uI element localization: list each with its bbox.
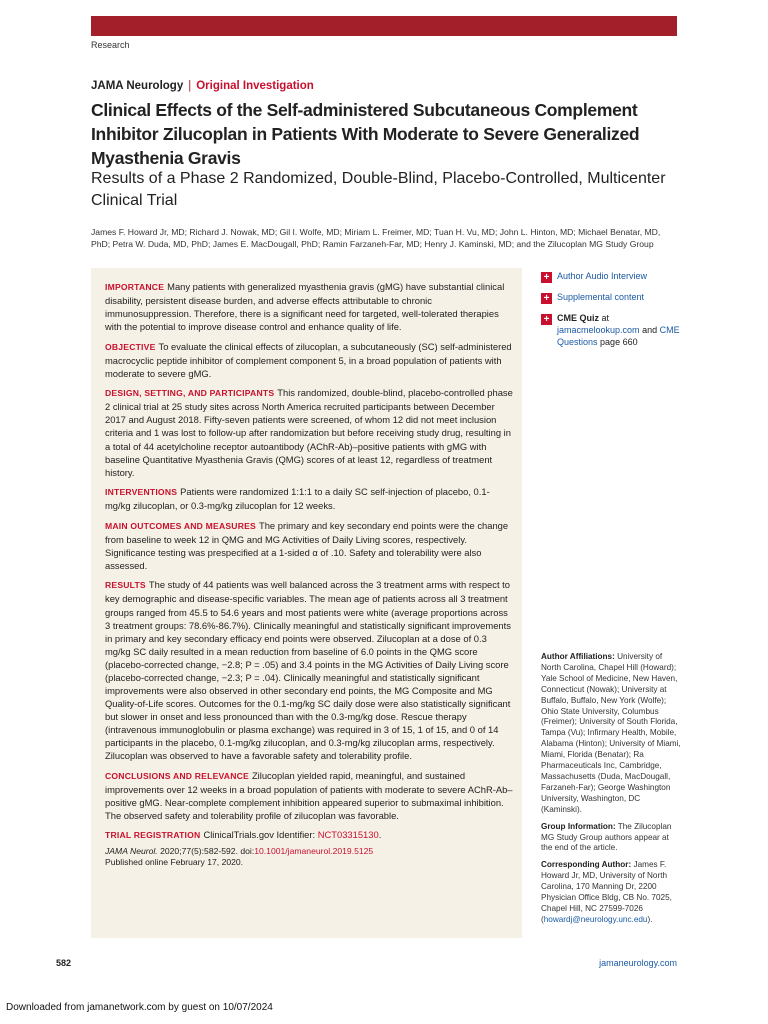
download-notice: Downloaded from jamanetwork.com by guest on 10/07/2024	[6, 1002, 273, 1013]
section-label-outcomes: MAIN OUTCOMES AND MEASURES	[105, 520, 256, 531]
plus-icon: +	[541, 293, 552, 304]
email-link[interactable]: howardj@neurology.unc.edu	[543, 914, 648, 924]
author-list: James F. Howard Jr, MD; Richard J. Nowak, MD; Gil I. Wolfe, MD; Miriam L. Freimer, MD; Tuan H. Vu, MD; John L. Hinton, MD; Michael Benatar, MD, PhD; Petra W. Duda, MD, PhD; James E. MacDougall, PhD; Ramin Farzaneh-Far, MD; Henry J. Kaminski, MD; and the Zilucoplan MG Study Group	[91, 227, 661, 249]
trial-id-link[interactable]: NCT03315130	[317, 829, 379, 841]
cme-questions-link[interactable]: CME Questions	[557, 325, 680, 347]
section-label-objective: OBJECTIVE	[105, 341, 156, 352]
journal-line	[91, 80, 314, 92]
section-label: Research	[91, 40, 130, 50]
top-banner	[91, 16, 677, 36]
section-label-results: RESULTS	[105, 580, 146, 591]
abstract-box	[91, 268, 522, 938]
article-type: Original Investigation	[196, 80, 314, 92]
affiliations	[541, 652, 681, 932]
author-affiliations: Author Affiliations: University of North Carolina, Chapel Hill (Howard); Yale School of Medicine, New Haven, Connecticut (Nowak); University at Buffalo, Buffalo, New York (Wolfe); Ohio State University, Columbus (Freimer); University of South Florida, Tampa (Vu); Infirmary Health, Mobile, Alabama (Hinton); University of Miami, Miami, Florida (Benatar); Ra Pharmaceuticals Inc, Cambridge, Massachusetts (Duda, MacDougall, Farzaneh-Far); George Washington University, Washington, DC (Kaminski).	[541, 652, 681, 814]
abstract-design: DESIGN, SETTING, AND PARTICIPANTS This randomized, double-blind, placebo-controlled phase 2 clinical trial at 25 study sites across North America recruited participants between December 2017 and August 2018. Fifty-seven patients were screened, of whom 12 did not meet inclusion criteria and 1 was lost to follow-up after randomization but before receiving study drug, resulting in a total of 44 acetylcholine receptor autoantibody (AChR-Ab)–positive patients with gMG with baseline Quantitative Myasthenia Gravis (QMG) scores of at least 12, regardless of treatment history.	[105, 387, 513, 478]
cme-site-link[interactable]: jamacmelookup.com	[557, 325, 640, 335]
audio-interview-link[interactable]: + Author Audio Interview	[541, 270, 686, 282]
section-label-conclusions: CONCLUSIONS AND RELEVANCE	[105, 770, 249, 781]
cme-quiz: + CME Quiz at jamacmelookup.com and CME Questions page 660	[541, 312, 686, 348]
doi-link[interactable]: 10.1001/jamaneurol.2019.5125	[254, 845, 374, 856]
abstract-interventions: INTERVENTIONS Patients were randomized 1:1:1 to a daily SC self-injection of placebo, 0.1-mg/kg zilucoplan, or 0.3-mg/kg zilucoplan for 12 weeks.	[105, 486, 490, 512]
journal-site-link[interactable]: jamaneurology.com	[599, 958, 677, 968]
page-number: 582	[56, 958, 72, 968]
section-label-design: DESIGN, SETTING, AND PARTICIPANTS	[105, 388, 275, 399]
abstract-conclusions: CONCLUSIONS AND RELEVANCE Zilucoplan yielded rapid, meaningful, and sustained improvements over 12 weeks in a broad population of patients with moderate to severe AChR-Ab–positive gMG. Near-complete complement inhibition appeared superior to submaximal inhibition. The observed safety and tolerability profile of zilucoplan was favorable.	[105, 769, 513, 821]
abstract-trial-registration: TRIAL REGISTRATION ClinicalTrials.gov Identifier: NCT03315130.	[105, 829, 382, 841]
plus-icon: +	[541, 314, 552, 325]
plus-icon: +	[541, 272, 552, 283]
section-label-interventions: INTERVENTIONS	[105, 487, 178, 498]
corresponding-author: Corresponding Author: James F. Howard Jr, MD, University of North Carolina, 170 Manning Dr, 2200 Physician Office Bldg, CB No. 7025, Chapel Hill, NC 27599-7026 (howardj@neurology.unc.edu).	[541, 860, 672, 924]
abstract-outcomes: MAIN OUTCOMES AND MEASURES The primary and key secondary end points were the change from baseline to week 12 in QMG and MG Activities of Daily Living scores, respectively. Significance testing was prespecified at a 1-sided α of .10. Safety and tolerability were also assessed.	[105, 519, 509, 571]
sidebar-links	[541, 270, 686, 357]
abstract-importance: IMPORTANCE Many patients with generalized myasthenia gravis (gMG) have substantial clinical disability, persistent disease burden, and adverse effects attributable to chronic immunosuppression. Therefore, there is a significant need for targeted, well-tolerated therapies with the potential to improve disease control and enhance quality of life.	[105, 281, 505, 333]
section-label-trial: TRIAL REGISTRATION	[105, 830, 201, 841]
article-subtitle: Results of a Phase 2 Randomized, Double-Blind, Placebo-Controlled, Multicenter Clinical Trial	[91, 170, 666, 209]
published-date: Published online February 17, 2020.	[105, 857, 244, 868]
section-label-importance: IMPORTANCE	[105, 282, 165, 292]
abstract-results: RESULTS The study of 44 patients was well balanced across the 3 treatment arms with respect to key demographic and disease-specific variables. The mean age of patients across all 3 treatment groups ranged from 45.5 to 54.6 years and most patients were white (average proportions across 3 treatment groups: 78.6%-86.7%). Clinically meaningful and statistically significant improvements in primary and key secondary efficacy end points were observed. Zilucoplan at a dose of 0.3 mg/kg SC daily resulted in a mean reduction from baseline of 6.0 points in the QMG score (placebo-corrected change, −2.8; P = .05) and 3.4 points in the MG Activities of Daily Living score (placebo-corrected change, −2.3; P = .04). Clinically meaningful and statistically significant improvements were also observed in other secondary end points, the MG Composite and MG Quality-of-Life scores. Outcomes for the 0.1-mg/kg SC daily dose were also statistically significant but slower in onset and less pronounced than with the 0.3-mg/kg dose. Rescue therapy (intravenous immunoglobulin or plasma exchange) was required in 3 of 15, 1 of 15, and 0 of 14 participants in the placebo, 0.1-mg/kg zilucoplan, and 0.3-mg/kg zilucoplan arms, respectively. Zilucoplan was observed to have a favorable safety and tolerability profile.	[105, 579, 511, 762]
article-title: Clinical Effects of the Self-administered Subcutaneous Complement Inhibitor Zilucoplan in Patients With Moderate to Severe Generalized Myasthenia Gravis	[91, 100, 640, 168]
abstract-objective: OBJECTIVE To evaluate the clinical effects of zilucoplan, a subcutaneously (SC) self-administered macrocyclic peptide inhibitor of complement component 5, in a broad population of patients with moderate to severe gMG.	[105, 340, 512, 379]
group-information: Group Information: The Zilucoplan MG Study Group authors appear at the end of the article.	[541, 821, 672, 853]
journal-separator: |	[188, 80, 192, 92]
supplemental-content-link[interactable]: + Supplemental content	[541, 291, 686, 303]
citation: JAMA Neurol. 2020;77(5):582-592. doi:10.1001/jamaneurol.2019.5125 Published online February 17, 2020.	[105, 845, 374, 868]
journal-name: JAMA Neurology	[91, 80, 184, 92]
